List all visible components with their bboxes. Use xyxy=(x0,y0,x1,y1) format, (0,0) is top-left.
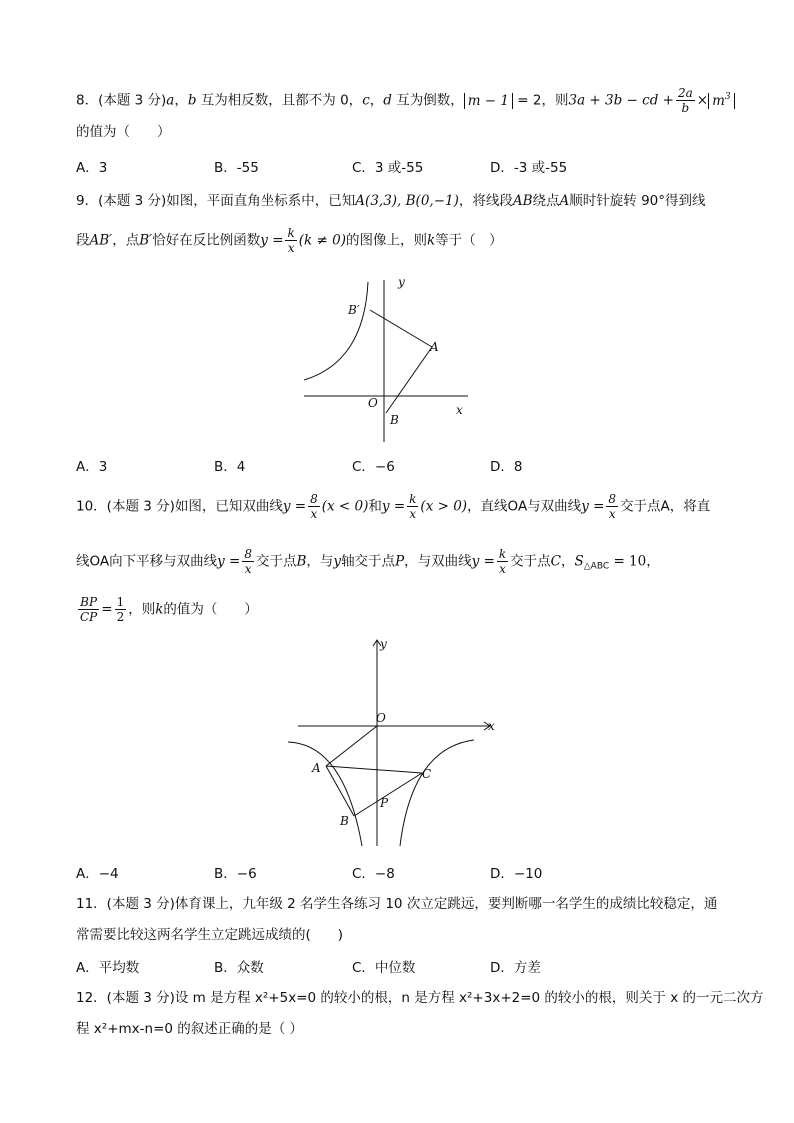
q10-line3 xyxy=(76,595,258,624)
q10-f3-num: 8 xyxy=(608,492,617,506)
q10-frac5 xyxy=(497,547,508,576)
q8-a: a xyxy=(166,92,175,109)
q10-f4-den: x xyxy=(244,562,252,576)
q10-y3: y = xyxy=(581,498,605,515)
q9-head: 9．(本题 3 分)如图，平面直角坐标系中，已知 xyxy=(76,193,356,209)
q10-f1-den: x xyxy=(310,507,318,521)
q9-segment-ab xyxy=(386,347,432,413)
q10-f2-num: k xyxy=(409,492,417,506)
q8-option-b[interactable]: B．-55 xyxy=(214,160,259,176)
q8-t3: = 2，则 xyxy=(513,92,569,109)
q10-line2 xyxy=(76,547,660,577)
q9-t3: 顺时针旋转 90°得到线 xyxy=(569,193,706,209)
q12-line2: 程 x²+mx-n=0 的叙述正确的是（ ） xyxy=(76,1021,304,1037)
q10-l2b: 交于点 xyxy=(256,553,297,570)
q10-option-b[interactable]: B．−6 xyxy=(214,866,257,882)
q9-label-a: A xyxy=(430,340,439,354)
q10-f5-num: k xyxy=(498,547,507,561)
q9-l2d: 的图像上，则 xyxy=(345,232,427,249)
q10-y2: y = xyxy=(381,498,406,515)
q9-l2a: 段 xyxy=(76,232,90,249)
q10-l2c: ，与 xyxy=(306,553,334,570)
q9-ab: AB xyxy=(512,193,533,209)
q9-line2 xyxy=(76,226,503,255)
q8-option-a[interactable]: A．3 xyxy=(76,160,108,176)
q9-pa: A xyxy=(559,193,570,209)
q10-c2: (x > 0) xyxy=(420,498,468,515)
q9-t1: ，将线段 xyxy=(458,193,513,209)
q9-k: k xyxy=(426,232,436,249)
q10-option-d[interactable]: D．−10 xyxy=(490,866,543,882)
q10-segment-ac xyxy=(326,766,422,773)
q10-head: 10．(本题 3 分)如图，已知双曲线 xyxy=(76,498,283,515)
q10-l2g: ， xyxy=(561,553,575,570)
q9-t2: 绕点 xyxy=(532,193,560,209)
q8-times: × xyxy=(696,92,709,109)
q11-option-b[interactable]: B．众数 xyxy=(214,960,264,976)
q9-label-b: B xyxy=(390,413,399,427)
q10-l2a: 线OA向下平移与双曲线 xyxy=(76,553,218,570)
q8-frac-num: 2a xyxy=(677,86,693,100)
q10-pp: P xyxy=(395,553,405,570)
q9-l2b: ，点 xyxy=(112,232,140,249)
q8-exp3: 3 xyxy=(724,91,731,102)
q9-cond: (k ≠ 0) xyxy=(298,232,346,249)
q10-f3-den: x xyxy=(608,507,616,521)
q11-line2: 常需要比较这两名学生立定跳远成绩的( ) xyxy=(76,927,344,943)
q10-hyperbola-right xyxy=(400,740,474,846)
q9-l2e: 等于（ ） xyxy=(435,232,503,249)
q10-label-b: B xyxy=(340,814,349,828)
q10-l2e: ，与双曲线 xyxy=(404,553,472,570)
q10-frac4 xyxy=(242,547,254,576)
q10-y4: y = xyxy=(217,553,241,570)
q10-l3: ，则 xyxy=(128,601,156,618)
q8-line2: 的值为（ ） xyxy=(76,124,171,140)
q10-segment-oa xyxy=(326,726,377,766)
q9-yeq: y = xyxy=(260,232,284,249)
q10-s-val: = 10， xyxy=(609,553,660,570)
q10-l3b: 的值为（ ） xyxy=(163,601,258,618)
q10-figure xyxy=(284,632,504,852)
q9-segment-bpa xyxy=(370,310,432,347)
q10-hyperbola-left xyxy=(288,742,362,846)
q10-yy: y xyxy=(333,553,342,570)
q11-option-d[interactable]: D．方差 xyxy=(490,960,541,976)
q10-label-p: P xyxy=(380,796,389,810)
q10-half-num: 1 xyxy=(116,595,125,609)
q9-figure xyxy=(296,270,486,445)
q10-and: 和 xyxy=(368,498,382,515)
q10-label-c: C xyxy=(422,767,432,781)
q8-abs-m3 xyxy=(708,93,735,109)
q9-frac-den: x xyxy=(287,241,295,255)
q9-option-b[interactable]: B．4 xyxy=(214,459,246,475)
q10-l2d: 轴交于点 xyxy=(341,553,396,570)
q10-s: S xyxy=(574,553,584,570)
q10-c1: (x < 0) xyxy=(321,498,369,515)
q9-label-x: x xyxy=(456,403,463,417)
q10-label-y: y xyxy=(380,637,387,651)
q12-line1: 12．(本题 3 分)设 m 是方程 x²+5x=0 的较小的根，n 是方程 x²+3x+2=0 的较小的根，则关于 x 的一元二次方 xyxy=(76,990,764,1006)
q10-label-x: x xyxy=(488,719,495,733)
q9-label-bp: B′ xyxy=(348,303,360,317)
q10-f5-den: x xyxy=(499,562,506,576)
q10-ratio xyxy=(78,595,99,624)
q8-expr: 3a + 3b − cd + xyxy=(568,92,674,109)
q10-ratio-den: CP xyxy=(80,610,98,624)
q8-option-d[interactable]: D．-3 或-55 xyxy=(490,160,568,176)
q10-k: k xyxy=(155,601,164,618)
q10-s-sub: △ABC xyxy=(583,561,610,572)
q10-y1: y = xyxy=(282,498,307,515)
q9-frac xyxy=(285,226,296,255)
q8-sep2: ， xyxy=(369,92,384,109)
q9-label-o: O xyxy=(368,396,378,410)
q9-points: A(3,3), B(0,−1) xyxy=(355,193,459,209)
q9-hyperbola xyxy=(304,282,368,380)
q10-f4-num: 8 xyxy=(244,547,252,561)
q8-m3: m xyxy=(712,92,725,109)
q10-line1 xyxy=(76,492,710,521)
q9-abp: AB′ xyxy=(89,232,113,249)
q11-option-c[interactable]: C．中位数 xyxy=(352,960,416,976)
q10-frac3 xyxy=(606,492,618,521)
q10-t2: 交于点A，将直 xyxy=(620,498,711,515)
q8-t1: 互为相反数，且都不为 0， xyxy=(196,92,363,109)
q10-y5: y = xyxy=(471,553,495,570)
q10-half-den: 2 xyxy=(116,610,125,624)
q9-bp: B′ xyxy=(139,232,153,249)
q9-l2c: 恰好在反比例函数 xyxy=(152,232,261,249)
q10-frac2 xyxy=(407,492,418,521)
q9-line1 xyxy=(76,191,706,211)
q10-label-a: A xyxy=(312,761,321,775)
q9-option-c[interactable]: C．−6 xyxy=(352,459,395,475)
q10-l2f: 交于点 xyxy=(510,553,551,570)
q9-label-y: y xyxy=(398,275,405,289)
q11-line1: 11．(本题 3 分)体育课上，九年级 2 名学生各练习 10 次立定跳远，要判断哪一名学生的成绩比较稳定，通 xyxy=(76,896,718,912)
q8-b: b xyxy=(187,92,197,109)
q10-f2-den: x xyxy=(409,507,417,521)
q8-head: 8．(本题 3 分) xyxy=(76,92,167,109)
q10-option-a[interactable]: A．−4 xyxy=(76,866,119,882)
q10-half xyxy=(115,595,127,624)
q10-t1: ，直线OA与双曲线 xyxy=(467,498,582,515)
q8-sep1: ， xyxy=(174,92,188,109)
q10-pc: C xyxy=(550,553,562,570)
q8-abs: m − 1 xyxy=(464,93,513,109)
q10-option-c[interactable]: C．−8 xyxy=(352,866,395,882)
q10-f1-num: 8 xyxy=(310,492,318,506)
q10-ratio-eq: = xyxy=(101,601,113,618)
q9-option-d[interactable]: D．8 xyxy=(490,459,523,475)
q8-line1 xyxy=(76,86,735,115)
q8-frac xyxy=(676,86,695,115)
q8-d: d xyxy=(383,92,392,109)
q8-frac-den: b xyxy=(681,101,690,115)
q10-pb: B xyxy=(296,553,307,570)
q8-c: c xyxy=(362,92,370,109)
q10-ratio-num: BP xyxy=(80,595,98,609)
q11-option-a[interactable]: A．平均数 xyxy=(76,960,140,976)
q10-frac1 xyxy=(308,492,320,521)
q10-segment-ab xyxy=(326,766,354,816)
q8-t2: 互为倒数， xyxy=(391,92,464,109)
q9-option-a[interactable]: A．3 xyxy=(76,459,108,475)
q9-frac-num: k xyxy=(287,226,295,240)
q10-label-o: O xyxy=(376,711,386,725)
q8-option-c[interactable]: C．3 或-55 xyxy=(352,160,424,176)
